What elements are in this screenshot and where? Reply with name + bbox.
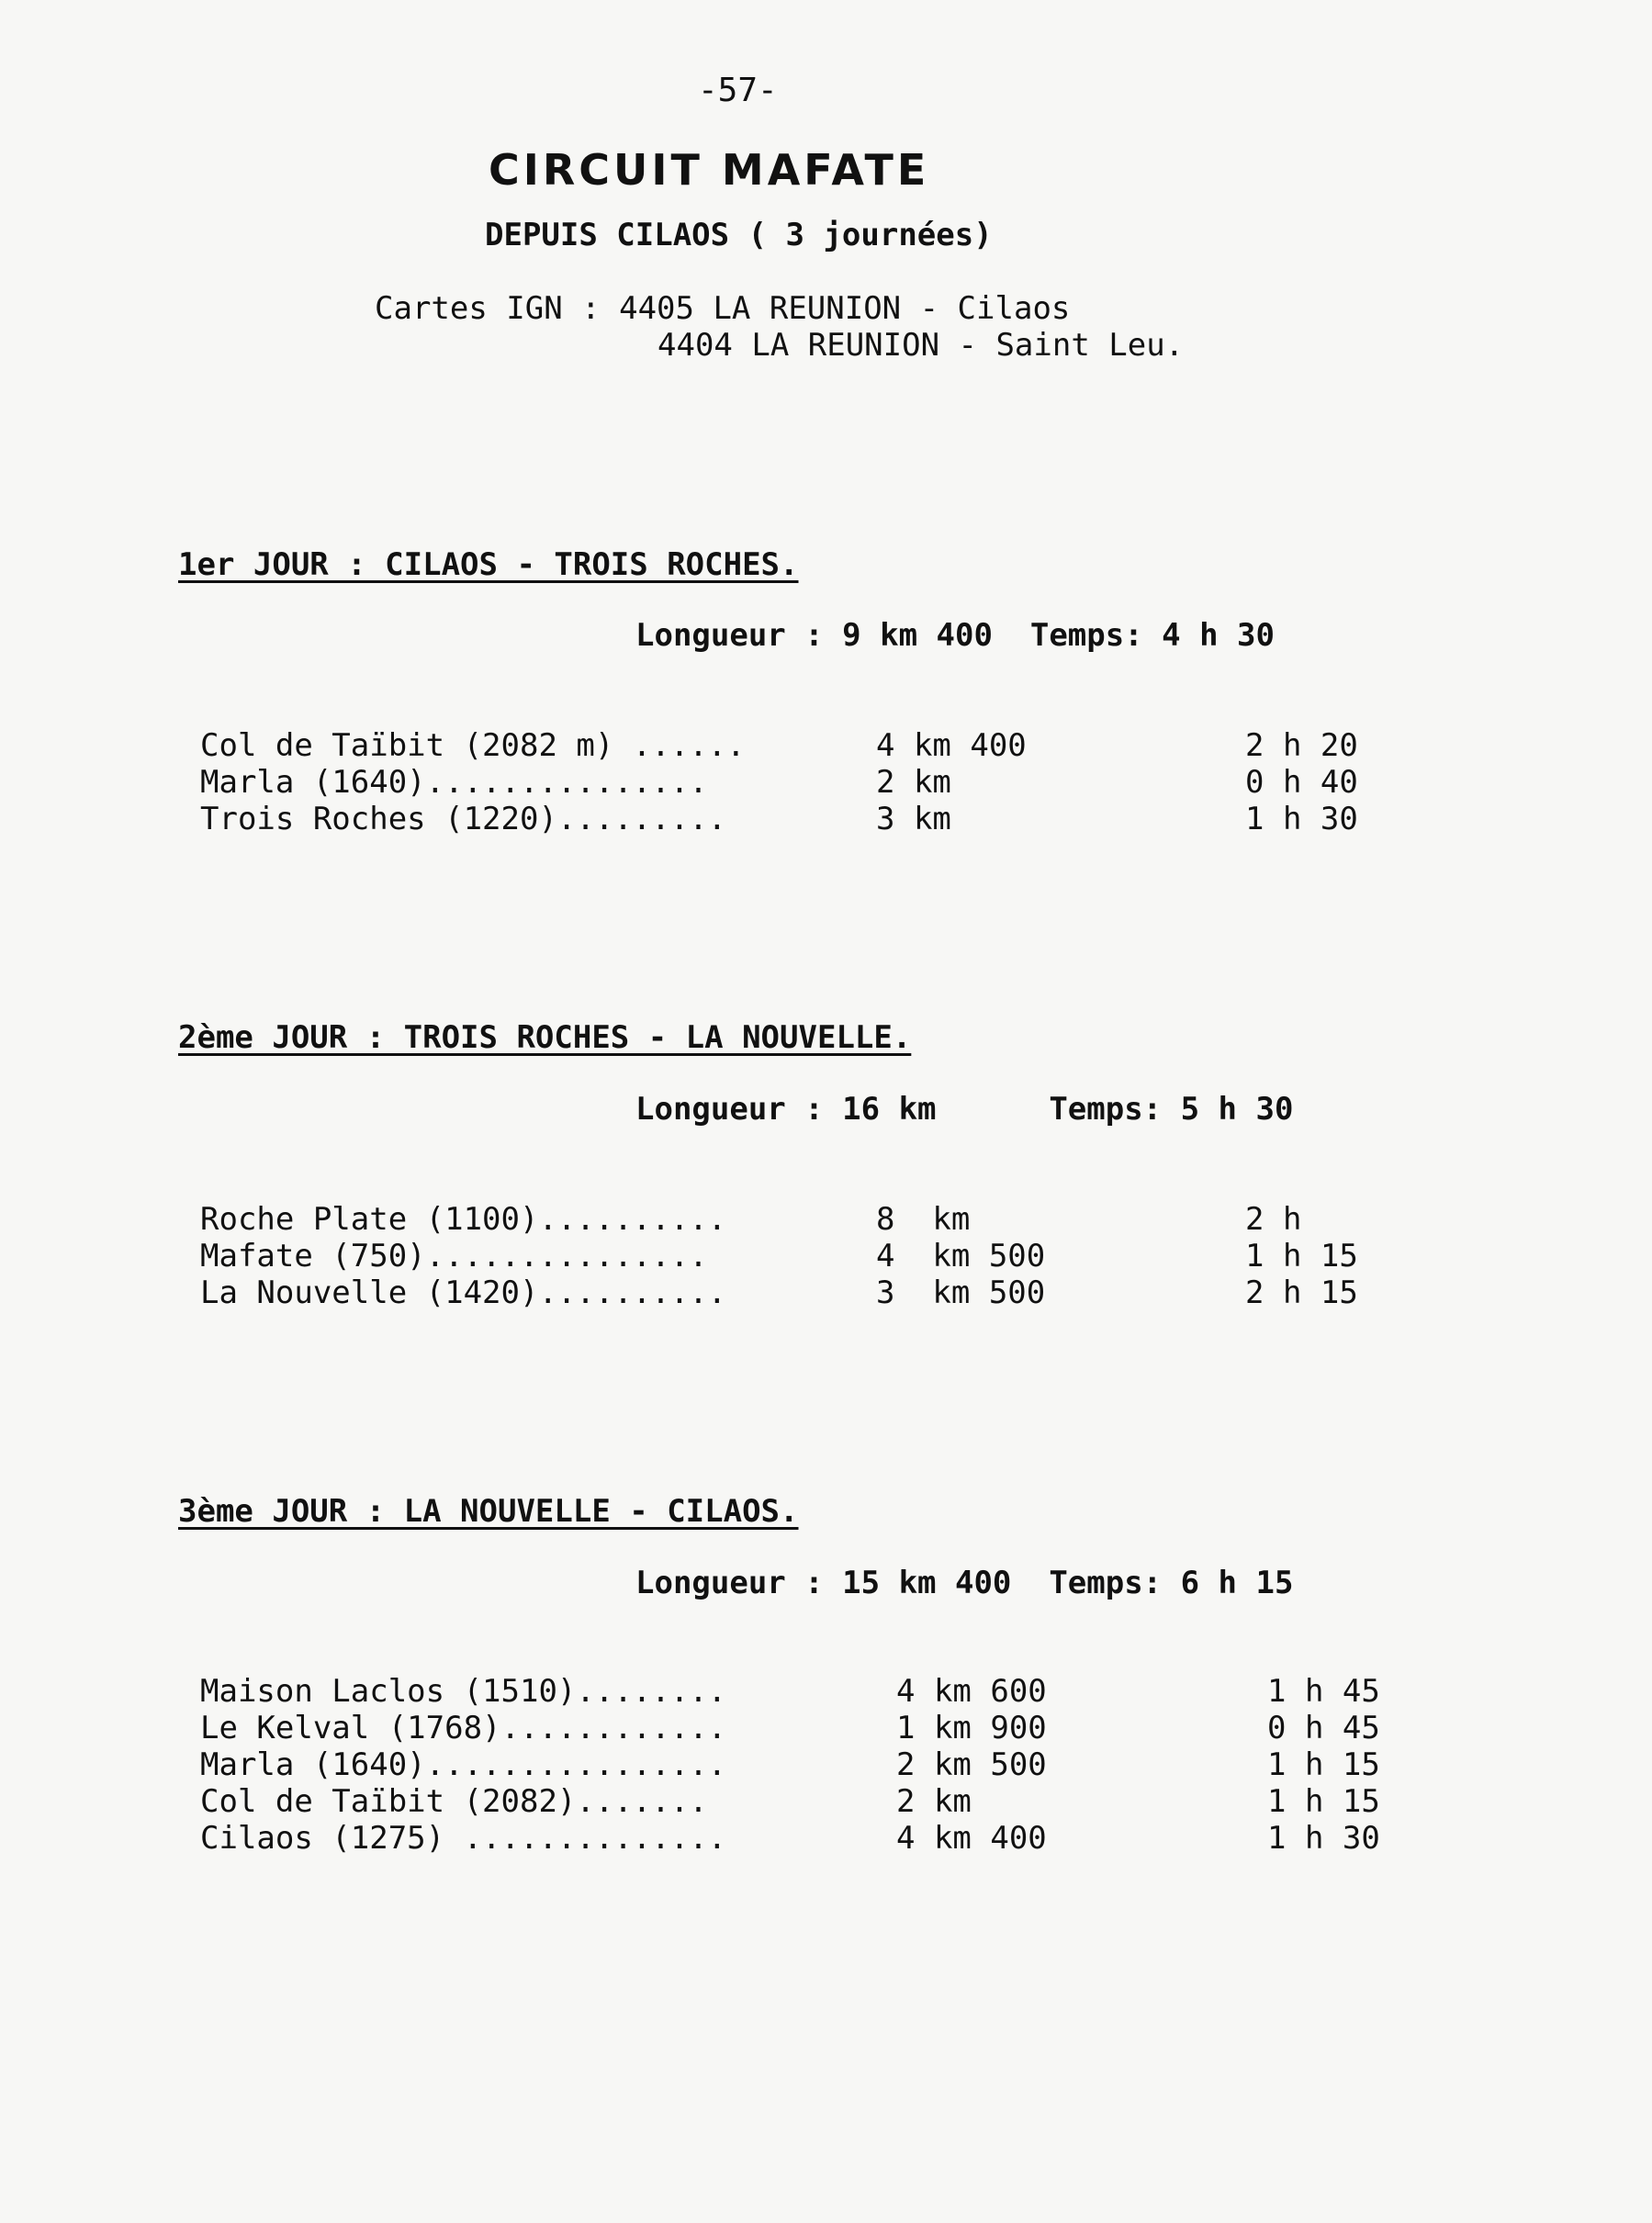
stage-place: Roche Plate (1100).......... [200, 1201, 727, 1238]
stage-distance: 4 km 400 [876, 727, 1027, 764]
stage-distance: 3 km [876, 801, 951, 837]
stage-time: 1 h 15 [1267, 1783, 1380, 1820]
maps-line-1: Cartes IGN : 4405 LA REUNION - Cilaos [375, 290, 1071, 327]
stage-place: Col de Taïbit (2082 m) ...... [200, 727, 746, 764]
day-1-heading: 1er JOUR : CILAOS - TROIS ROCHES. [178, 546, 799, 583]
day-2-heading: 2ème JOUR : TROIS ROCHES - LA NOUVELLE. [178, 1019, 912, 1056]
stage-place: Col de Taïbit (2082)....... [200, 1783, 708, 1820]
stage-time: 2 h 20 [1245, 727, 1358, 764]
stage-time: 1 h 15 [1245, 1238, 1358, 1274]
stage-distance: 2 km [876, 764, 951, 801]
stage-time: 1 h 30 [1267, 1820, 1380, 1857]
stage-time: 1 h 15 [1267, 1746, 1380, 1783]
stage-time: 1 h 30 [1245, 801, 1358, 837]
maps-line-2: 4404 LA REUNION - Saint Leu. [657, 327, 1185, 364]
stage-place: Le Kelval (1768)............ [200, 1710, 727, 1746]
stage-time: 1 h 45 [1267, 1673, 1380, 1710]
stage-distance: 2 km 500 [896, 1746, 1047, 1783]
stage-time: 2 h 15 [1245, 1274, 1358, 1311]
stage-place: Marla (1640)............... [200, 764, 708, 801]
subtitle: DEPUIS CILAOS ( 3 journées) [485, 217, 993, 253]
stage-distance: 2 km [896, 1783, 972, 1820]
day-2-summary: Longueur : 16 km Temps: 5 h 30 [635, 1091, 1294, 1128]
stage-place: Maison Laclos (1510)........ [200, 1673, 727, 1710]
stage-place: Marla (1640)................ [200, 1746, 727, 1783]
stage-place: Cilaos (1275) .............. [200, 1820, 727, 1857]
stage-place: Trois Roches (1220)......... [200, 801, 727, 837]
stage-place: Mafate (750)............... [200, 1238, 708, 1274]
day-3-heading: 3ème JOUR : LA NOUVELLE - CILAOS. [178, 1493, 799, 1530]
stage-distance: 4 km 500 [876, 1238, 1046, 1274]
page-number: -57- [698, 72, 778, 109]
stage-time: 0 h 45 [1267, 1710, 1380, 1746]
day-1-summary: Longueur : 9 km 400 Temps: 4 h 30 [635, 617, 1275, 654]
stage-time: 2 h [1245, 1201, 1302, 1238]
stage-distance: 8 km [876, 1201, 971, 1238]
stage-distance: 4 km 400 [896, 1820, 1047, 1857]
day-3-summary: Longueur : 15 km 400 Temps: 6 h 15 [635, 1565, 1294, 1601]
stage-distance: 1 km 900 [896, 1710, 1047, 1746]
stage-place: La Nouvelle (1420).......... [200, 1274, 727, 1311]
stage-distance: 4 km 600 [896, 1673, 1047, 1710]
stage-time: 0 h 40 [1245, 764, 1358, 801]
page-title: CIRCUIT MAFATE [489, 145, 930, 195]
stage-distance: 3 km 500 [876, 1274, 1046, 1311]
